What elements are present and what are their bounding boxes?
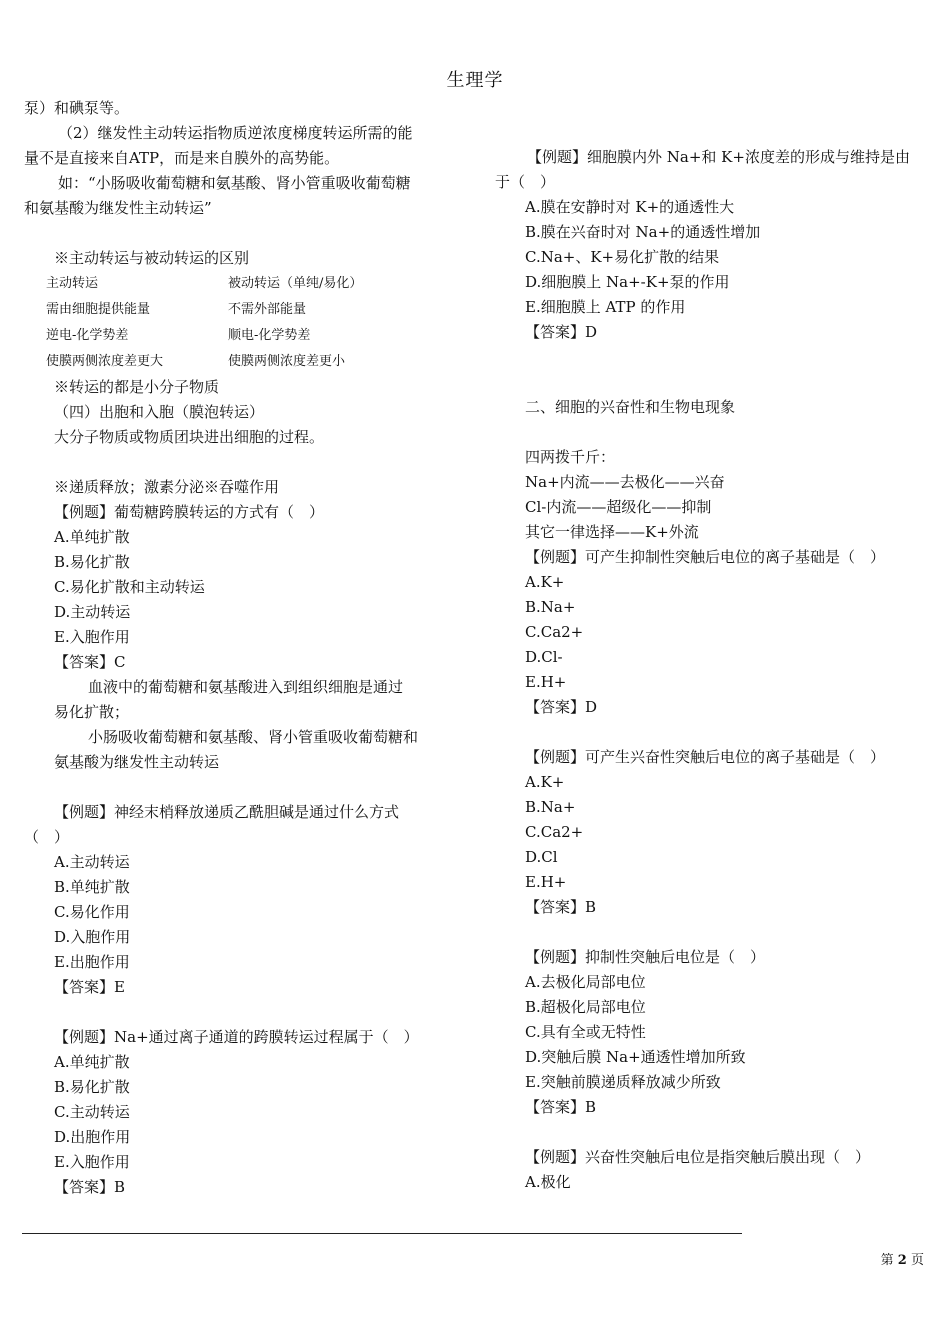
question-option: C.易化扩散和主动转运 — [54, 578, 205, 596]
explanation-line: 易化扩散； — [54, 703, 130, 721]
question-option: E.细胞膜上 ATP 的作用 — [525, 298, 686, 316]
section-title: （四）出胞和入胞（膜泡转运） — [54, 403, 265, 421]
question-option: D.主动转运 — [54, 603, 131, 621]
question-option: B.Na+ — [525, 598, 576, 616]
page-header-title: 生理学 — [446, 70, 504, 91]
comparison-row — [24, 271, 464, 297]
question-option: E.H+ — [525, 673, 567, 691]
question-option: E.出胞作用 — [54, 953, 130, 971]
comparison-row — [24, 349, 464, 375]
tip-line: Na+内流——去极化——兴奋 — [525, 473, 725, 491]
question-answer: 【答案】C — [54, 653, 126, 671]
question-option: B.超极化局部电位 — [525, 998, 646, 1016]
question-option: B.单纯扩散 — [54, 878, 130, 896]
tip-line: 其它一律选择——K+外流 — [525, 523, 699, 541]
text-line: （2）继发性主动转运指物质逆浓度梯度转运所需的能 — [58, 124, 413, 142]
footer-divider — [22, 1233, 742, 1234]
question-option: A.单纯扩散 — [54, 528, 130, 546]
question-option: E.突触前膜递质释放减少所致 — [525, 1073, 721, 1091]
comparison-cell: 使膜两侧浓度差更小 — [228, 354, 346, 369]
question-answer: 【答案】B — [525, 898, 597, 916]
question-answer: 【答案】E — [54, 978, 125, 996]
section-title: ※主动转运与被动转运的区别 — [54, 249, 250, 267]
text-line: 和氨基酸为继发性主动转运” — [24, 199, 212, 217]
tips-title: 四两拨千斤： — [525, 448, 616, 466]
text-line: 大分子物质或物质团块进出细胞的过程。 — [54, 428, 325, 446]
question-stem: 【例题】细胞膜内外 Na+和 K+浓度差的形成与维持是由 — [527, 148, 910, 166]
comparison-cell: 主动转运 — [46, 276, 99, 291]
question-option: C.Na+、K+易化扩散的结果 — [525, 248, 720, 266]
question-stem: 【例题】Na+通过离子通道的跨膜转运过程属于（ ） — [54, 1028, 419, 1046]
question-option: E.入胞作用 — [54, 1153, 130, 1171]
right-column — [495, 145, 935, 1195]
page-number-value: 2 — [897, 1253, 907, 1268]
question-option: A.膜在安静时对 K+的通透性大 — [525, 198, 735, 216]
explanation-line: 氨基酸为继发性主动转运 — [54, 753, 220, 771]
question-option: E.入胞作用 — [54, 628, 130, 646]
question-option: D.细胞膜上 Na+-K+泵的作用 — [525, 273, 730, 291]
page-number-suffix: 页 — [910, 1253, 924, 1268]
question-stem: 【例题】葡萄糖跨膜转运的方式有（ ） — [54, 503, 325, 521]
question-option: A.极化 — [525, 1173, 571, 1191]
question-option: A.去极化局部电位 — [525, 973, 646, 991]
text-line: 量不是直接来自ATP，而是来自膜外的高势能。 — [24, 149, 340, 167]
comparison-row — [24, 297, 464, 323]
comparison-cell: 顺电-化学势差 — [228, 328, 311, 343]
comparison-cell: 被动转运（单纯/易化） — [228, 276, 363, 291]
explanation-line: 小肠吸收葡萄糖和氨基酸、肾小管重吸收葡萄糖和 — [88, 728, 419, 746]
question-option: C.主动转运 — [54, 1103, 130, 1121]
question-option: A.单纯扩散 — [54, 1053, 130, 1071]
tip-line: Cl-内流——超级化——抑制 — [525, 498, 712, 516]
question-stem: 于（ ） — [495, 173, 556, 191]
comparison-row — [24, 323, 464, 349]
question-option: B.易化扩散 — [54, 553, 130, 571]
comparison-cell: 需由细胞提供能量 — [46, 302, 151, 317]
question-stem: （ ） — [24, 828, 70, 846]
question-option: B.膜在兴奋时对 Na+的通透性增加 — [525, 223, 761, 241]
question-option: A.主动转运 — [54, 853, 130, 871]
page-number — [881, 1249, 924, 1268]
section-title: 二、细胞的兴奋性和生物电现象 — [525, 398, 736, 416]
question-stem: 【例题】抑制性突触后电位是（ ） — [525, 948, 766, 966]
question-option: C.具有全或无特性 — [525, 1023, 646, 1041]
question-option: C.易化作用 — [54, 903, 130, 921]
question-option: A.K+ — [525, 573, 565, 591]
question-option: D.突触后膜 Na+通透性增加所致 — [525, 1048, 746, 1066]
question-stem: 【例题】可产生兴奋性突触后电位的离子基础是（ ） — [525, 748, 886, 766]
comparison-cell: 逆电-化学势差 — [46, 328, 129, 343]
text-line: ※转运的都是小分子物质 — [54, 378, 220, 396]
left-column — [24, 96, 464, 1200]
question-option: D.出胞作用 — [54, 1128, 131, 1146]
question-option: B.Na+ — [525, 798, 576, 816]
question-option: D.入胞作用 — [54, 928, 131, 946]
question-option: C.Ca2+ — [525, 823, 584, 841]
text-line: 泵）和碘泵等。 — [24, 99, 130, 117]
question-option: E.H+ — [525, 873, 567, 891]
question-stem: 【例题】神经末梢释放递质乙酰胆碱是通过什么方式 — [54, 803, 400, 821]
question-option: B.易化扩散 — [54, 1078, 130, 1096]
question-option: C.Ca2+ — [525, 623, 584, 641]
page-number-prefix: 第 — [880, 1253, 894, 1268]
question-stem: 【例题】兴奋性突触后电位是指突触后膜出现（ ） — [525, 1148, 871, 1166]
question-answer: 【答案】B — [54, 1178, 126, 1196]
question-answer: 【答案】B — [525, 1098, 597, 1116]
question-option: D.Cl — [525, 848, 558, 866]
question-option: A.K+ — [525, 773, 565, 791]
question-stem: 【例题】可产生抑制性突触后电位的离子基础是（ ） — [525, 548, 886, 566]
text-line: 如：“小肠吸收葡萄糖和氨基酸、肾小管重吸收葡萄糖 — [58, 174, 411, 192]
question-answer: 【答案】D — [525, 323, 598, 341]
question-option: D.Cl- — [525, 648, 563, 666]
text-line: ※递质释放；激素分泌※吞噬作用 — [54, 478, 280, 496]
question-answer: 【答案】D — [525, 698, 598, 716]
comparison-cell: 不需外部能量 — [228, 302, 307, 317]
explanation-line: 血液中的葡萄糖和氨基酸进入到组织细胞是通过 — [88, 678, 404, 696]
comparison-cell: 使膜两侧浓度差更大 — [46, 354, 164, 369]
comparison-table — [24, 271, 464, 375]
